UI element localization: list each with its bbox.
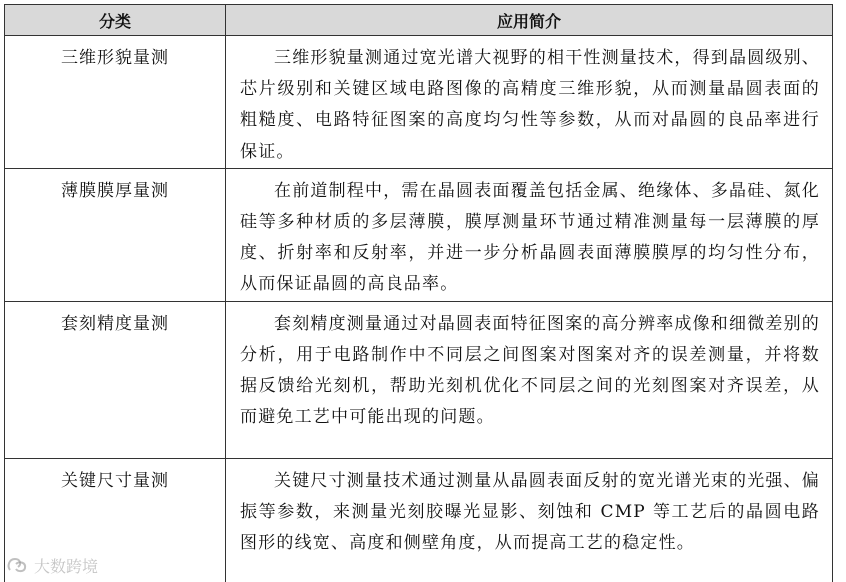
category-cell: 关键尺寸量测: [5, 458, 226, 582]
table-row: [5, 301, 833, 458]
description-cell: 关键尺寸测量技术通过测量从晶圆表面反射的宽光谱光束的光强、偏振等参数，来测量光刻胶曝光显影、刻蚀和 CMP 等工艺后的晶圆电路图形的线宽、高度和侧壁角度，从而提高工艺的稳定性。: [226, 458, 833, 582]
application-table: [4, 4, 833, 582]
watermark-text: 大数跨境: [34, 556, 99, 576]
brand-logo-icon: [6, 556, 28, 574]
table-row: [5, 458, 833, 582]
table-row: [5, 36, 833, 169]
header-description: 应用简介: [226, 5, 833, 36]
description-cell: 在前道制程中，需在晶圆表面覆盖包括金属、绝缘体、多晶硅、氮化硅等多种材质的多层薄膜，膜厚测量环节通过精准测量每一层薄膜的厚度、折射率和反射率，并进一步分析晶圆表面薄膜膜厚的均匀性分布，从而保证晶圆的高良品率。: [226, 168, 833, 301]
table-row: [5, 168, 833, 301]
category-cell: 套刻精度量测: [5, 301, 226, 458]
header-category: 分类: [5, 5, 226, 36]
description-cell: 套刻精度测量通过对晶圆表面特征图案的高分辨率成像和细微差别的分析，用于电路制作中不同层之间图案对图案对齐的误差测量，并将数据反馈给光刻机，帮助光刻机优化不同层之间的光刻图案对齐误差，从而避免工艺中可能出现的问题。: [226, 301, 833, 458]
category-cell: 薄膜膜厚量测: [5, 168, 226, 301]
description-cell: 三维形貌量测通过宽光谱大视野的相干性测量技术，得到晶圆级别、芯片级别和关键区域电路图像的高精度三维形貌，从而测量晶圆表面的粗糙度、电路特征图案的高度均匀性等参数，从而对晶圆的良品率进行保证。: [226, 36, 833, 169]
watermark: [6, 553, 98, 577]
header-row: [5, 5, 833, 36]
category-cell: 三维形貌量测: [5, 36, 226, 169]
